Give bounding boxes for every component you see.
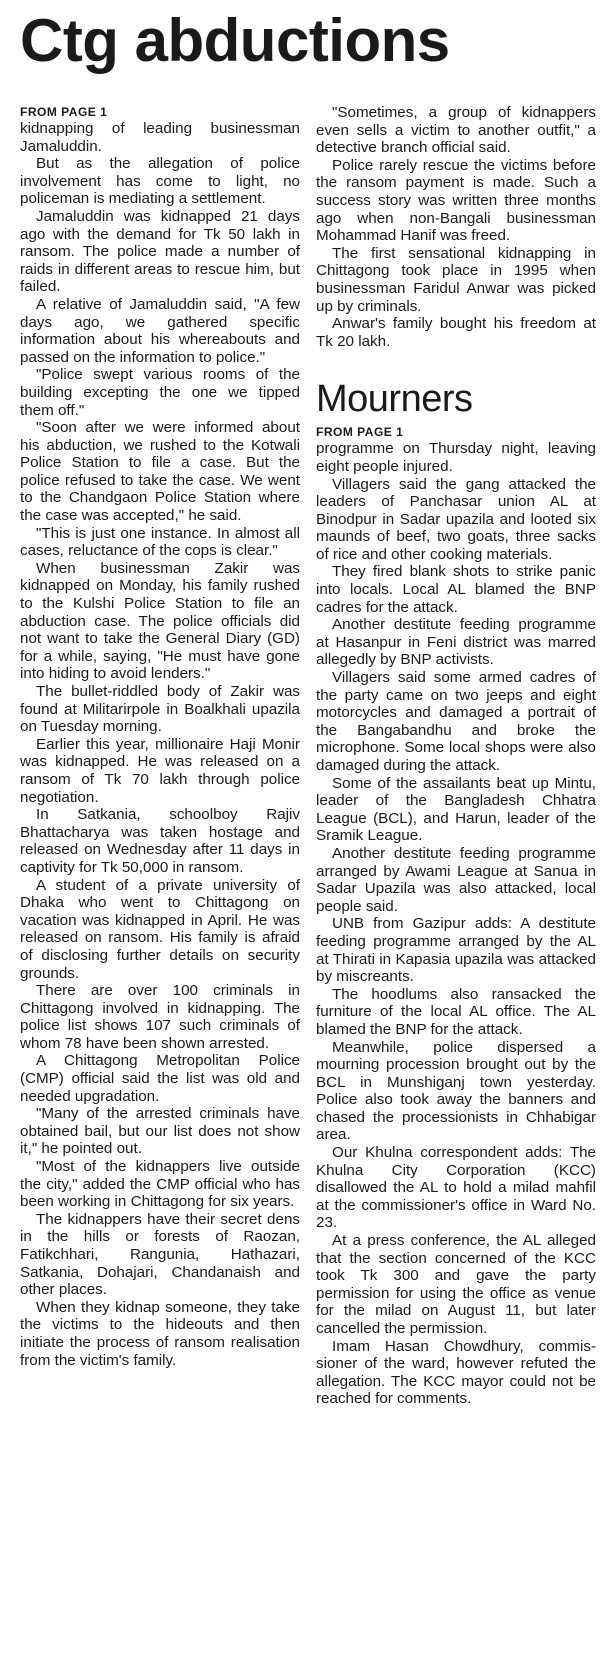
paragraph: programme on Thursday night, leaving eight people injured.: [316, 440, 596, 475]
paragraph: Villagers said some armed cadres of the party came on two jeeps and eight motorcycles and damaged a portrait of the Bangabandhu and broke the microphone. Some local shops were also damaged during the attack.: [316, 669, 596, 774]
paragraph: "Many of the arrested criminals have obtained bail, but our list does not show it," he pointed out.: [20, 1105, 300, 1158]
paragraph: Meanwhile, police dispersed a mourning procession brought out by the BCL in Munshiganj town yesterday. Police also took away the banners and chased the processionists in Chhabigar area.: [316, 1038, 596, 1144]
paragraph: Villagers said the gang attacked the leaders of Panchasar union AL at Binodpur in Sadar upazila and looted six maunds of beef, two goats, three sacks of rice and other cooking materials.: [316, 475, 596, 563]
paragraph: "Soon after we were informed about his abduction, we rushed to the Kotwali Police Station to file a case. But the police refused to take the case. We went to the Chandgaon Police Station where the case was accepted," he said.: [20, 419, 300, 525]
paragraph: A relative of Jamaluddin said, "A few days ago, we gathered specific information about his whereabouts and passed on the information to police.": [20, 295, 300, 366]
paragraph: A student of a private university of Dhaka who went to Chittagong on vacation was kidnapped in April. He was released on ransom. His family is afraid of disclosing further details on security grounds.: [20, 876, 300, 982]
paragraph: UNB from Gazipur adds: A destitute feeding programme arranged by the AL at Thirati in Kapasia upazila was attacked by miscreants.: [316, 915, 596, 986]
paragraph: The first sensational kidnapping in Chittagong took place in 1995 when businessman Faridul Anwar was picked up by criminals.: [316, 244, 596, 315]
column-left: [20, 104, 300, 1408]
paragraph: Another destitute feeding programme at Hasanpur in Feni district was marred allegedly by BNP activists.: [316, 616, 596, 669]
paragraph: When they kidnap someone, they take the victims to the hideouts and then initiate the process of ransom realisation from the victim's family.: [20, 1298, 300, 1369]
paragraph: Anwar's family bought his freedom at Tk 20 lakh.: [316, 315, 596, 350]
paragraph: "Police swept various rooms of the building excepting the one we tipped them off.": [20, 366, 300, 419]
paragraph: Another destitute feeding programme arranged by Awami League at Sanua in Sadar Upazila was also attacked, local people said.: [316, 844, 596, 915]
kicker-from-page-1: FROM PAGE 1: [316, 425, 404, 440]
paragraph: "This is just one instance. In almost all cases, reluctance of the cops is clear.": [20, 524, 300, 560]
paragraph: A Chittagong Metropolitan Police (CMP) official said the list was old and needed upgradation.: [20, 1052, 300, 1105]
paragraph: Our Khulna correspondent adds: The Khulna City Corporation (KCC) disallowed the AL to hold a milad mahfil at the commissioner's office in Ward No. 23.: [316, 1144, 596, 1232]
paragraph: Earlier this year, millionaire Haji Monir was kidnapped. He was released on a ransom of Tk 70 lakh through police negotiation.: [20, 735, 300, 806]
paragraph: In Satkania, schoolboy Rajiv Bhattacharya was taken hostage and released on Wednesday after 11 days in captivity for Tk 50,000 in ransom.: [20, 806, 300, 876]
paragraph: The hoodlums also ransacked the furniture of the local AL office. The AL blamed the BNP for the attack.: [316, 985, 596, 1038]
paragraph: When businessman Zakir was kidnapped on Monday, his family rushed to the Kulshi Police Station to file an abduction case. The police officials did not want to take the General Diary (GD) for a while, saying, "He must have gone into hiding to avoid lenders.": [20, 559, 300, 683]
paragraph: "Most of the kidnappers live outside the city," added the CMP official who has been working in Chittagong for six years.: [20, 1158, 300, 1211]
paragraph: Jamaluddin was kidnapped 21 days ago with the demand for Tk 50 lakh in ransom. The police made a number of raids in different areas to rescue him, but failed.: [20, 207, 300, 296]
paragraph: They fired blank shots to strike panic into locals. Local AL blamed the BNP cadres for the attack.: [316, 563, 596, 616]
paragraph: The bullet-riddled body of Zakir was found at Militarirpole in Boalkhali upazila on Tuesday morning.: [20, 683, 300, 736]
article-columns: [20, 104, 596, 1408]
paragraph: At a press conference, the AL alleged that the section concerned of the KCC took Tk 300 and gave the party permission for using the office as venue for the milad on August 11, but later cancelled the permission.: [316, 1232, 596, 1337]
paragraph: But as the allegation of police involvement has come to light, no policeman is mediating a settlement.: [20, 155, 300, 208]
paragraph: "Sometimes, a group of kidnappers even sells a victim to another outfit," a detective branch official said.: [316, 104, 596, 157]
paragraph: Imam Hasan Chowdhury, commissioner of the ward, however refuted the allegation. The KCC mayor could not be reached for comments.: [316, 1337, 596, 1408]
paragraph: kidnapping of leading businessman Jamaluddin.: [20, 120, 300, 155]
column-right: [316, 104, 596, 1408]
headline-mourners: Mourners: [316, 378, 473, 421]
kicker-from-page-1: FROM PAGE 1: [20, 105, 108, 119]
paragraph: There are over 100 criminals in Chittagong involved in kidnapping. The police list shows 107 such criminals of whom 78 have been shown arrested.: [20, 982, 300, 1052]
paragraph: Some of the assailants beat up Mintu, leader of the Bangladesh Chhatra League (BCL), and Harun, leader of the Sramik League.: [316, 774, 596, 845]
headline-ctg-abductions: Ctg abductions: [20, 7, 450, 74]
paragraph: Police rarely rescue the victims before the ransom payment is made. Such a success story was written three months ago when non-Bangali businessman Mohammad Hanif was freed.: [316, 156, 596, 245]
paragraph: The kidnappers have their secret dens in the hills or forests of Raozan, Fatikchhari, Rangunia, Hathazari, Satkania, Dohajari, Chandanaish and other places.: [20, 1210, 300, 1299]
